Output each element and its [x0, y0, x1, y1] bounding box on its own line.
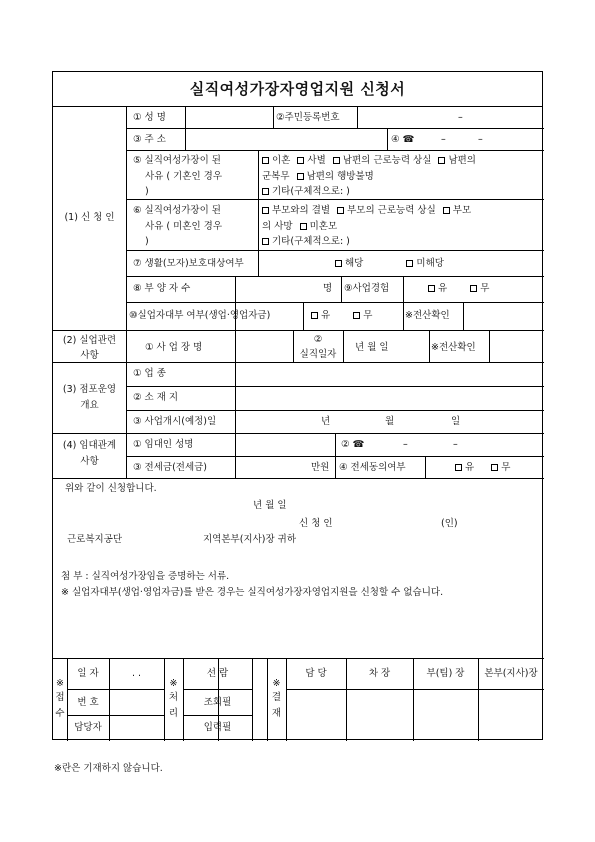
loan-options: 유 무: [311, 310, 372, 322]
number-label: 번 호: [77, 697, 99, 708]
experience-options: 유 무: [428, 283, 489, 295]
experience-no-checkbox[interactable]: [470, 285, 477, 292]
reason5-label-line1: ⑤ 실직여성가장이 된: [133, 155, 221, 166]
lease-phone-dash-1: –: [403, 439, 408, 450]
phone-dash-1: –: [441, 134, 446, 145]
start-date-day: 일: [451, 416, 461, 427]
deposit-unit: 만원: [311, 462, 330, 473]
protect-options: 해당 미해당: [335, 258, 444, 270]
col-head: 부(팀) 장: [426, 668, 465, 679]
section-store-label-line1: (3) 점포운영: [62, 384, 117, 395]
reason6-other-checkbox[interactable]: [262, 238, 269, 245]
form-title: 실직여성가장자영업지원 신청서: [53, 72, 542, 107]
application-form: [52, 71, 543, 740]
lease-phone-label: ② ☎: [341, 439, 365, 450]
declaration-branch: 지역본부(지사)장 귀하: [203, 534, 297, 545]
start-date-year: 년: [321, 416, 331, 427]
date-label: 일 자: [77, 668, 99, 679]
approval-label-line1: 결: [271, 692, 282, 703]
approval-label-line2: 재: [271, 708, 282, 719]
consent-label: ④ 전세동의여부: [339, 462, 406, 473]
business-label: ① 업 종: [133, 368, 166, 379]
reason5-other-checkbox[interactable]: [262, 188, 269, 195]
rrn-label: ②주민등록번호: [276, 112, 340, 123]
dependents-unit: 명: [323, 283, 333, 294]
protect-yes-checkbox[interactable]: [335, 260, 342, 267]
inquiry-label: 조회필: [203, 697, 232, 708]
widowed-checkbox[interactable]: [297, 157, 304, 164]
experience-yes-checkbox[interactable]: [428, 285, 435, 292]
approval-mark: ※: [272, 678, 281, 689]
reason6-options-line2: 의 사망 미혼모: [262, 221, 338, 232]
rrn-field[interactable]: [358, 107, 543, 127]
declaration-seal: (인): [441, 518, 458, 529]
attachment-note: 첨 부 : 실직여성가장임을 증명하는 서류.: [61, 571, 230, 582]
husband-incapacity-checkbox[interactable]: [333, 157, 340, 164]
reason5-options-line1: 이혼 사별 남편의 근로능력 상실 남편의: [262, 155, 476, 167]
declaration-org: 근로복지공단: [67, 534, 123, 545]
reason6-options-line1: 부모와의 결별 부모의 근로능력 상실 부모: [262, 205, 471, 217]
footnote: ※란은 기재하지 않습니다.: [54, 763, 163, 774]
parent-separation-checkbox[interactable]: [262, 207, 269, 214]
protect-no-checkbox[interactable]: [406, 260, 413, 267]
address-label: ③ 주 소: [133, 134, 166, 145]
section-lease-label-line2: 사항: [80, 456, 99, 467]
protect-label: ⑦ 생활(모자)보호대상여부: [133, 258, 244, 269]
reason5-label-line3: ): [145, 186, 149, 197]
unemployment-date-value: 년 월 일: [355, 342, 389, 353]
reception-label-line2: 수: [55, 708, 65, 719]
phone-dash-2: –: [478, 134, 483, 145]
experience-label: ⑨사업경험: [344, 283, 390, 294]
reason6-label-line3: ): [145, 236, 149, 247]
consent-yes-checkbox[interactable]: [455, 464, 462, 471]
husband-other-checkbox[interactable]: [438, 157, 445, 164]
review-label: 선 람: [206, 668, 229, 679]
loan-warning: ※ 실업자대부(생업·영업자금)를 받은 경우는 실직여성가장자영업지원을 신청할 수 없습니다.: [61, 587, 444, 598]
computer-check-2: ※전산확인: [431, 342, 476, 353]
parent-death-checkbox[interactable]: [443, 207, 450, 214]
name-label: ① 성 명: [133, 112, 166, 123]
start-date-month: 월: [385, 416, 395, 427]
deposit-label: ③ 전세금(전세금): [133, 462, 208, 473]
section-lease-label-line1: (4) 임대관계: [62, 440, 117, 451]
consent-options: 유 무: [455, 462, 510, 474]
section-unemployment-label-line1: (2) 실업관련: [62, 335, 117, 346]
computer-check-1: ※전산확인: [405, 310, 450, 321]
loan-yes-checkbox[interactable]: [311, 312, 318, 319]
section-unemployment-label-line2: 사항: [80, 350, 99, 361]
loan-no-checkbox[interactable]: [353, 312, 360, 319]
date-value: . .: [131, 668, 142, 679]
staff-label: 담당자: [74, 722, 102, 733]
reception-label-line1: 접: [55, 692, 65, 703]
declaration-date: 년 월 일: [253, 500, 287, 511]
address-field[interactable]: [186, 129, 386, 149]
reason5-options-line3: 기타(구체적으로: ): [262, 186, 350, 198]
reason5-label-line2: 사유 ( 기혼인 경우: [145, 171, 223, 182]
reception-mark: ※: [56, 678, 64, 689]
lease-phone-dash-2: –: [453, 439, 458, 450]
name-field[interactable]: [186, 107, 272, 127]
parent-incapacity-checkbox[interactable]: [337, 207, 344, 214]
reason5-options-line2: 군복무 남편의 행방불명: [262, 171, 374, 182]
col-director: 본부(지사)장: [484, 668, 538, 679]
phone-label: ④ ☎: [391, 134, 415, 145]
dependents-label: ⑧ 부 양 자 수: [133, 283, 191, 294]
process-label-line1: 처: [168, 692, 179, 703]
location-label: ② 소 재 지: [133, 392, 179, 403]
loan-label: ⑩실업자대부 여부(생업·영업자금): [129, 310, 271, 321]
start-date-label: ③ 사업개시(예정)일: [133, 416, 217, 427]
reason6-label-line2: 사유 ( 미혼인 경우: [145, 221, 223, 232]
unemployment-date-label-line1: ②: [313, 334, 323, 345]
consent-no-checkbox[interactable]: [491, 464, 498, 471]
divorce-checkbox[interactable]: [262, 157, 269, 164]
process-mark: ※: [169, 678, 178, 689]
col-chief: 차 장: [368, 668, 391, 679]
declaration-statement: 위와 같이 신청합니다.: [65, 483, 157, 494]
reason6-label-line1: ⑥ 실직여성가장이 된: [133, 205, 221, 216]
section-store-label-line2: 개요: [80, 400, 99, 411]
workplace-label: ① 사 업 장 명: [145, 342, 203, 353]
unwed-mother-checkbox[interactable]: [300, 223, 307, 230]
unemployment-date-label-line2: 실직일자: [299, 349, 337, 360]
landlord-label: ① 임대인 성명: [133, 439, 194, 450]
section-applicant-label: (1) 신 청 인: [64, 212, 115, 223]
col-staff: 담 당: [305, 668, 327, 679]
input-label: 입력필: [203, 722, 232, 733]
process-label-line2: 리: [168, 708, 179, 719]
rrn-dash: –: [458, 112, 463, 123]
husband-missing-checkbox[interactable]: [297, 173, 304, 180]
reason6-options-line3: 기타(구체적으로: ): [262, 236, 350, 248]
declaration-applicant: 신 청 인: [299, 518, 333, 529]
